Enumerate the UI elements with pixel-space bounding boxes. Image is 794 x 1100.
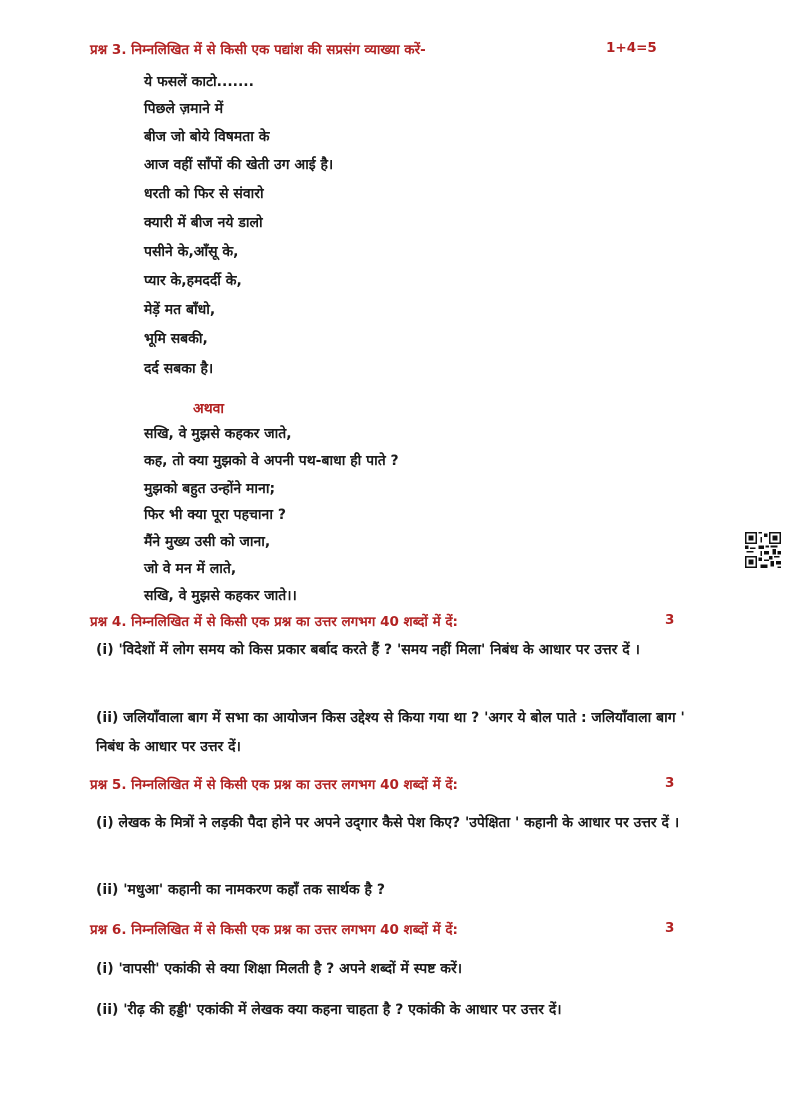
q3-heading	[90, 40, 426, 58]
q4-option-1: (i) 'विदेशों में लोग समय को किस प्रकार बर्बाद करते हैं ? 'समय नहीं मिला' निबंध के आधार पर उत्तर दें ।	[96, 642, 640, 658]
poem-line: ये फसलें काटो.......	[144, 74, 254, 90]
q4-heading: प्रश्न 4. निम्नलिखित में से किसी एक प्रश्न का उत्तर लगभग 40 शब्दों में दें:	[90, 614, 458, 630]
poem-line: सखि, वे मुझसे कहकर जाते।।	[144, 588, 297, 604]
poem-line: कह, तो क्या मुझको वे अपनी पथ-बाधा ही पाते ?	[144, 453, 399, 469]
poem-line: प्यार के,हमदर्दी के,	[144, 273, 242, 289]
poem-line: मैंने मुख्य उसी को जाना,	[144, 534, 271, 550]
q3-marks: 1+4=5	[606, 40, 657, 56]
poem-line: क्यारी में बीज नये डालो	[144, 215, 263, 231]
qr-code-icon	[745, 532, 781, 568]
poem-line: पसीने के,आँसू के,	[144, 244, 239, 260]
q6-marks: 3	[665, 920, 675, 936]
or-label: अथवा	[193, 401, 225, 417]
poem-line: पिछले ज़माने में	[144, 101, 224, 117]
poem-line: बीज जो बोये विषमता के	[144, 129, 270, 145]
q5-heading: प्रश्न 5. निम्नलिखित में से किसी एक प्रश्न का उत्तर लगभग 40 शब्दों में दें:	[90, 777, 458, 793]
poem-line: आज वहीं साँपों की खेती उग आई है।	[144, 157, 334, 173]
q5-option-2: (ii) 'मधुआ' कहानी का नामकरण कहाँ तक सार्थक है ?	[96, 882, 385, 898]
q3-heading-text: प्रश्न 3. निम्नलिखित में से किसी एक पद्यांश की सप्रसंग व्याख्या करें-	[90, 42, 426, 58]
poem-line: धरती को फिर से संवारो	[144, 186, 264, 202]
poem-line: मेड़ें मत बाँधो,	[144, 302, 216, 318]
q6-option-2: (ii) 'रीढ़ की हड्डी' एकांकी में लेखक क्या कहना चाहता है ? एकांकी के आधार पर उत्तर दें।	[96, 1002, 562, 1018]
poem-line: फिर भी क्या पूरा पहचाना ?	[144, 507, 286, 523]
poem-line: दर्द सबका है।	[144, 361, 214, 377]
q4-option-2: (ii) जलियाँवाला बाग में सभा का आयोजन किस उद्देश्य से किया गया था ? 'अगर ये बोल पाते : जलियाँवाला बाग ' निबंध के आधार पर उत्तर दें।	[96, 710, 685, 755]
q4-marks: 3	[665, 612, 675, 628]
q5-option-1: (i) लेखक के मित्रों ने लड़की पैदा होने पर अपने उद्‌गार कैसे पेश किए? 'उपेक्षिता ' कहानी के आधार पर उत्तर दें ।	[96, 815, 680, 831]
q6-option-1: (i) 'वापसी' एकांकी से क्या शिक्षा मिलती है ? अपने शब्दों में स्पष्ट करें।	[96, 961, 463, 977]
q6-heading: प्रश्न 6. निम्नलिखित में से किसी एक प्रश्न का उत्तर लगभग 40 शब्दों में दें:	[90, 922, 458, 938]
poem-line: सखि, वे मुझसे कहकर जाते,	[144, 426, 292, 442]
poem-line: जो वे मन में लाते,	[144, 561, 237, 577]
q5-marks: 3	[665, 775, 675, 791]
poem-line: मुझको बहुत उन्होंने माना;	[144, 481, 276, 497]
poem-line: भूमि सबकी,	[144, 331, 208, 347]
